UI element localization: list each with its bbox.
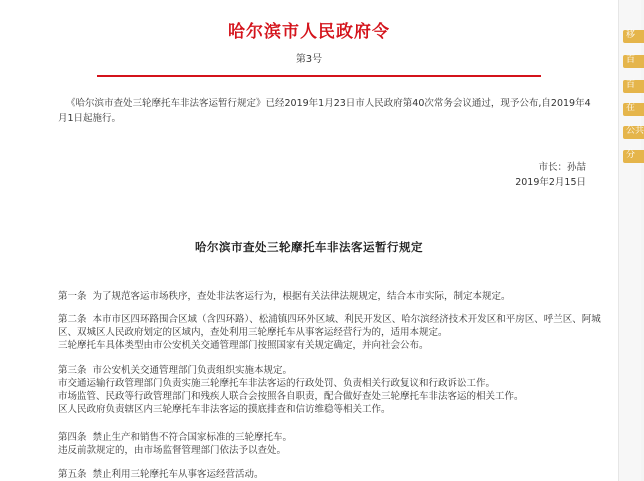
article-line: 市场监管、民政等行政管理部门和残疾人联合会按照各自职责，配合做好查处三轮摩托车非法客运的相关工作。: [58, 391, 524, 402]
side-panel: [618, 0, 644, 481]
side-tab[interactable]: 移: [623, 30, 644, 43]
article-line: 区、双城区人民政府划定的区域内，查处利用三轮摩托车从事客运经营行为的，适用本规定。: [58, 327, 448, 338]
article-line: 第五条 禁止利用三轮摩托车从事客运经营活动。: [58, 469, 264, 480]
article-line: 第二条 本市市区四环路围合区域（含四环路）、松浦镇四环外区域、利民开发区、哈尔滨经济技术开发区和平房区、呼兰区、阿城: [58, 314, 601, 325]
decree-title: 哈尔滨市人民政府令: [228, 22, 390, 42]
article-line: 三轮摩托车具体类型由市公安机关交通管理部门按照国家有关规定确定，并向社会公布。: [58, 340, 429, 351]
article-line: 违反前款规定的，由市场监督管理部门依法予以查处。: [58, 445, 287, 456]
side-tab[interactable]: 百: [623, 55, 644, 68]
intro-paragraph: 《哈尔滨市查处三轮摩托车非法客运暂行规定》已经2019年1月23日市人民政府第40次常务会议通过，现予公布,自2019年4月1日起施行。: [58, 98, 591, 124]
article-line: 第一条 为了规范客运市场秩序，查处非法客运行为，根据有关法律法规规定，结合本市实际，制定本规定。: [58, 291, 511, 302]
signer: 市长：孙喆: [538, 162, 586, 173]
signing-date: 2019年2月15日: [515, 177, 586, 188]
article-line: 第三条 市公安机关交通管理部门负责组织实施本规定。: [58, 365, 293, 376]
article-line: 市交通运输行政管理部门负责实施三轮摩托车非法客运的行政处罚、负责相关行政复议和行政诉讼工作。: [58, 378, 496, 389]
article-line: 区人民政府负责辖区内三轮摩托车非法客运的摸底排查和信访维稳等相关工作。: [58, 404, 391, 415]
side-tab[interactable]: 公共: [623, 126, 644, 139]
red-divider: [97, 75, 541, 77]
article-line: 第四条 禁止生产和销售不符合国家标准的三轮摩托车。: [58, 432, 293, 443]
side-tab[interactable]: 百: [623, 80, 644, 93]
side-tab[interactable]: 分: [623, 150, 644, 163]
side-tab[interactable]: 在: [623, 103, 644, 116]
decree-number: 第3号: [295, 54, 323, 65]
regulation-title: 哈尔滨市查处三轮摩托车非法客运暂行规定: [195, 240, 423, 254]
